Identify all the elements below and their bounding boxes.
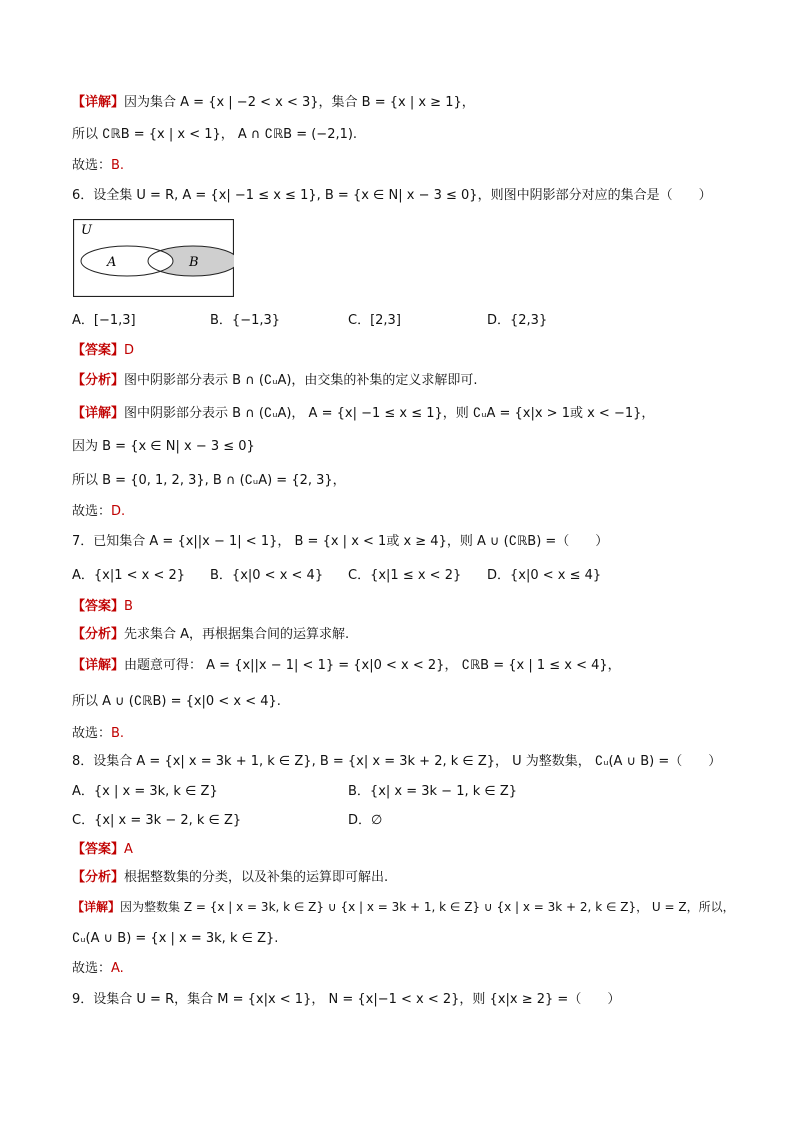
q6-option-a: A．[−1,3] xyxy=(72,313,136,328)
q8-analysis xyxy=(72,869,388,887)
q7-option-c: C．{x|1 ≤ x < 2} xyxy=(348,568,462,583)
analysis-tag: 【分析】 xyxy=(72,870,125,885)
answer-tag: 【答案】 xyxy=(72,343,125,358)
q6-option-b: B．{−1,3} xyxy=(210,313,281,328)
set-b-label: B xyxy=(189,255,199,270)
choice-letter: D. xyxy=(111,504,126,519)
choice-letter: A. xyxy=(111,961,124,976)
answer-value: A xyxy=(124,842,133,857)
q6-analysis xyxy=(72,372,478,390)
choice-letter: B. xyxy=(111,158,125,173)
q5-detail-text: 因为集合 A = {x | −2 < x < 3}，集合 B = {x | x ≥ 1}， xyxy=(124,95,475,110)
detail-tag: 【详解】 xyxy=(72,406,125,421)
q9-stem: 9．设集合 U = R，集合 M = {x|x < 1}， N = {x|−1 < x < 2}，则 {x|x ≥ 2} =（ ） xyxy=(72,992,621,1007)
analysis-text: 先求集合 A，再根据集合间的运算求解. xyxy=(124,627,350,642)
set-a-label: A xyxy=(107,255,117,270)
q6-option-d: D．{2,3} xyxy=(487,313,548,328)
analysis-text: 图中阴影部分表示 B ∩ (∁ᵤA)，由交集的补集的定义求解即可. xyxy=(124,373,478,388)
q7-choice xyxy=(72,725,124,743)
choice-label: 故选： xyxy=(72,158,112,173)
answer-value: D xyxy=(124,343,135,358)
q6-detail xyxy=(72,405,654,423)
q8-choice xyxy=(72,960,124,978)
q7-option-d: D．{x|0 < x ≤ 4} xyxy=(487,568,602,583)
answer-tag: 【答案】 xyxy=(72,842,125,857)
q7-analysis xyxy=(72,626,349,644)
choice-label: 故选： xyxy=(72,726,112,741)
q6-option-c: C．[2,3] xyxy=(348,313,401,328)
answer-value: B xyxy=(124,599,133,614)
answer-tag: 【答案】 xyxy=(72,599,125,614)
detail-tag: 【详解】 xyxy=(72,900,121,914)
analysis-tag: 【分析】 xyxy=(72,627,125,642)
q8-detail xyxy=(72,898,735,916)
q7-detail xyxy=(72,657,621,675)
q5-detail-line2: 所以 ∁ℝB = {x | x < 1}， A ∩ ∁ℝB = (−2,1). xyxy=(72,127,358,142)
q8-option-a: A．{x | x = 3k, k ∈ Z} xyxy=(72,784,218,799)
choice-letter: B. xyxy=(111,726,125,741)
detail-tag: 【详解】 xyxy=(72,95,125,110)
universe-label: U xyxy=(81,223,92,238)
q6-stem: 6．设全集 U = R, A = {x| −1 ≤ x ≤ 1}, B = {x ∈ N| x − 3 ≤ 0}，则图中阴影部分对应的集合是（ ） xyxy=(72,188,712,203)
q8-stem: 8．设集合 A = {x| x = 3k + 1, k ∈ Z}, B = {x| x = 3k + 2, k ∈ Z}， U 为整数集， ∁ᵤ(A ∪ B) =（ ） xyxy=(72,754,722,769)
q6-detail-line3: 所以 B = {0, 1, 2, 3}, B ∩ (∁ᵤA) = {2, 3}， xyxy=(72,473,346,488)
q6-choice xyxy=(72,503,125,521)
analysis-text: 根据整数集的分类，以及补集的运算即可解出. xyxy=(124,870,389,885)
q7-option-b: B．{x|0 < x < 4} xyxy=(210,568,324,583)
q7-stem: 7．已知集合 A = {x||x − 1| < 1}， B = {x | x < 1或 x ≥ 4}，则 A ∪ (∁ℝB) =（ ） xyxy=(72,534,609,549)
q7-detail-line2: 所以 A ∪ (∁ℝB) = {x|0 < x < 4}. xyxy=(72,694,281,709)
q8-detail-line2: ∁ᵤ(A ∪ B) = {x | x = 3k, k ∈ Z}. xyxy=(72,931,279,946)
q8-answer xyxy=(72,841,133,859)
venn-diagram xyxy=(73,219,234,297)
q8-option-b: B．{x| x = 3k − 1, k ∈ Z} xyxy=(348,784,518,799)
choice-label: 故选： xyxy=(72,504,112,519)
q8-option-c: C．{x| x = 3k − 2, k ∈ Z} xyxy=(72,813,242,828)
q5-detail xyxy=(72,94,475,112)
analysis-tag: 【分析】 xyxy=(72,373,125,388)
q6-answer xyxy=(72,342,134,360)
q8-option-d: D．∅ xyxy=(348,813,383,828)
q6-detail-text: 图中阴影部分表示 B ∩ (∁ᵤA)， A = {x| −1 ≤ x ≤ 1}，则 ∁ᵤA = {x|x > 1或 x < −1}， xyxy=(124,406,655,421)
q8-detail-text: 因为整数集 Z = {x | x = 3k, k ∈ Z} ∪ {x | x = 3k + 1, k ∈ Z} ∪ {x | x = 3k + 2, k ∈ Z}， U = Z，所以， xyxy=(120,900,735,914)
q5-choice xyxy=(72,157,124,175)
q7-option-a: A．{x|1 < x < 2} xyxy=(72,568,186,583)
choice-label: 故选： xyxy=(72,961,112,976)
q7-detail-text: 由题意可得： A = {x||x − 1| < 1} = {x|0 < x < 2}， ∁ℝB = {x | 1 ≤ x < 4}， xyxy=(124,658,621,673)
set-a-ellipse xyxy=(81,246,173,276)
q6-detail-line2: 因为 B = {x ∈ N| x − 3 ≤ 0} xyxy=(72,439,255,454)
q7-answer xyxy=(72,598,133,616)
detail-tag: 【详解】 xyxy=(72,658,125,673)
